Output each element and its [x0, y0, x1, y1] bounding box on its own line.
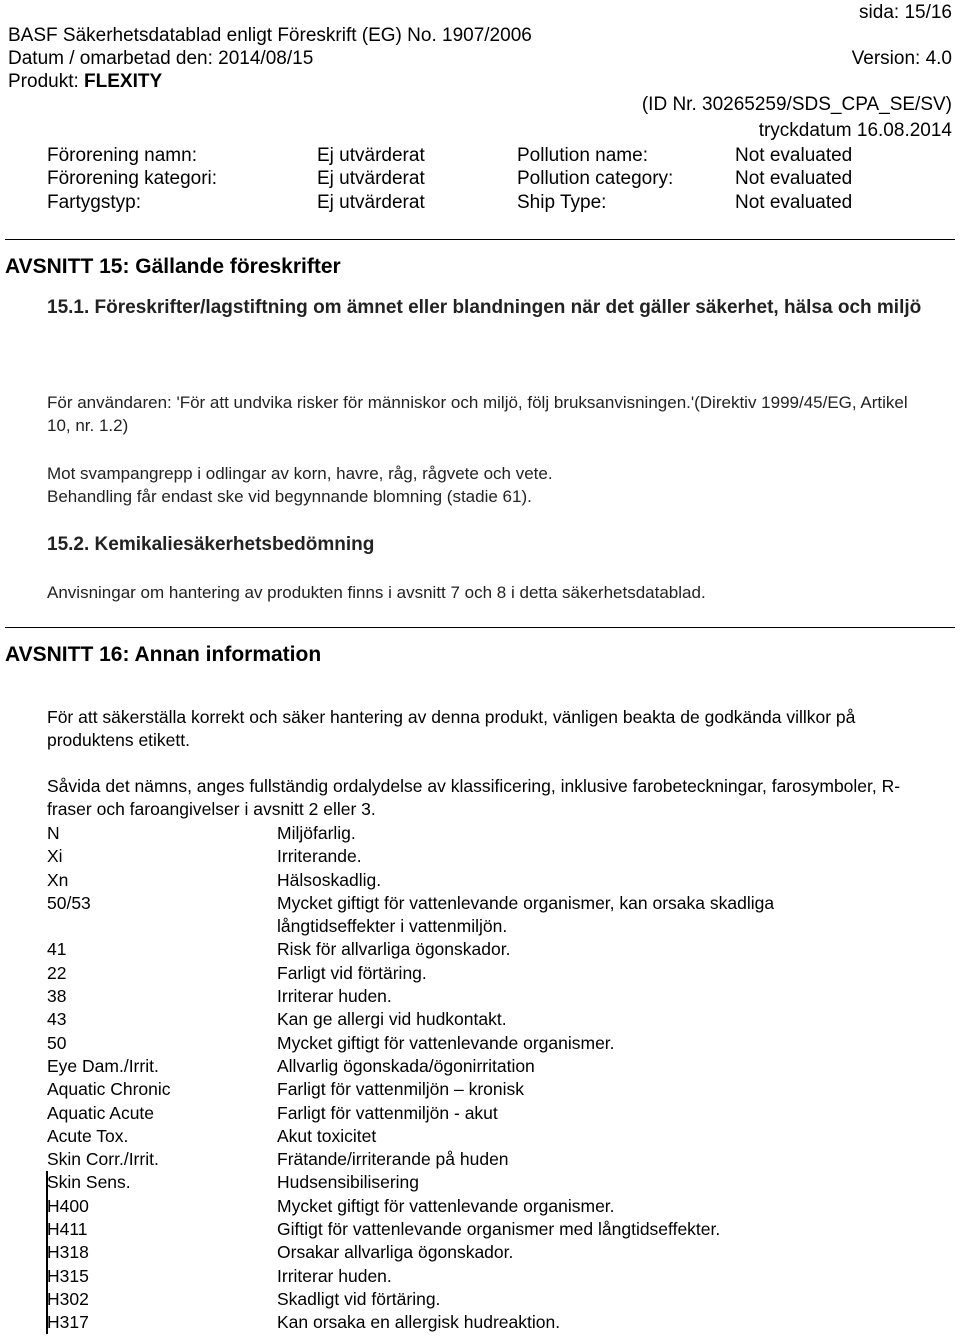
abbreviation-text: Farligt för vattenmiljön – kronisk: [277, 1079, 525, 1100]
abbreviation-text: Kan ge allergi vid hudkontakt.: [277, 1009, 507, 1030]
abbreviation-code: Skin Sens.: [47, 1172, 131, 1193]
print-date: tryckdatum 16.08.2014: [758, 120, 952, 141]
usage-line: Behandling får endast ske vid begynnande blomning (stadie 61).: [47, 487, 532, 507]
list-item: [47, 1008, 897, 1031]
abbreviation-code: Xi: [47, 846, 63, 867]
pollution-label-en: Pollution category:: [517, 168, 674, 190]
version: Version: 4.0: [851, 48, 952, 69]
list-item: [47, 1032, 897, 1055]
list-item: [47, 892, 897, 939]
abbreviation-text: Allvarlig ögonskada/ögonirritation: [277, 1055, 535, 1076]
usage-line: Mot svampangrepp i odlingar av korn, havre, råg, rågvete och vete.: [47, 464, 553, 483]
abbreviation-text: Irriterar huden.: [277, 1265, 392, 1286]
product-label: Produkt:: [8, 71, 85, 92]
abbreviation-text: Kan orsaka en allergisk hudreaktion.: [277, 1312, 561, 1333]
pollution-label-sv: Förorening kategori:: [47, 168, 218, 190]
abbreviation-code: 38: [47, 986, 67, 1007]
abbreviation-code: H317: [47, 1312, 89, 1333]
list-item: [47, 1195, 897, 1218]
list-item: [47, 962, 897, 985]
abbreviation-code: Xn: [47, 869, 69, 890]
abbreviation-text: Hudsensibilisering: [277, 1172, 420, 1193]
list-item: [47, 1311, 897, 1334]
abbreviation-code: H315: [47, 1265, 89, 1286]
product-name: FLEXITY: [84, 71, 163, 92]
section-15-1-title: 15.1. Föreskrifter/lagstiftning om ämnet eller blandningen när det gäller säkerhet, hälsa och miljö: [47, 297, 922, 318]
list-item: [47, 1218, 897, 1241]
abbreviation-code: Skin Corr./Irrit.: [47, 1149, 159, 1170]
list-item: [47, 822, 897, 845]
section-15-1-usage: [47, 462, 927, 509]
section-16-classification-note: Såvida det nämns, anges fullständig ordalydelse av klassificering, inklusive farobeteckningar, farosymboler, R-fraser och faroangivelser i avsnitt 2 eller 3.: [47, 776, 901, 820]
section-15-title: AVSNITT 15: Gällande föreskrifter: [5, 255, 341, 278]
abbreviation-code: H318: [47, 1242, 89, 1263]
abbreviation-code: H400: [47, 1195, 89, 1216]
list-item: [47, 1125, 897, 1148]
pollution-value-en: Not evaluated: [735, 191, 853, 213]
list-item: [47, 1148, 897, 1171]
section-15-1-user-note: För användaren: 'För att undvika risker för människor och miljö, följ bruksanvisningen.'(Direktiv 1999/45/EG, Artikel 10, nr. 1.2): [47, 393, 908, 436]
abbreviation-text: Orsakar allvarliga ögonskador.: [277, 1242, 514, 1263]
product-line: [8, 71, 162, 93]
pollution-value-sv: Ej utvärderat: [317, 145, 425, 166]
abbreviation-text: Mycket giftigt för vattenlevande organismer.: [277, 1195, 615, 1216]
list-item: [47, 1102, 897, 1125]
pollution-value-en: Not evaluated: [735, 168, 853, 190]
abbreviation-text: Frätande/irriterande på huden: [277, 1149, 509, 1170]
abbreviation-text: Irriterar huden.: [277, 986, 392, 1007]
abbreviation-code: N: [47, 823, 60, 843]
abbreviation-text: Skadligt vid förtäring.: [277, 1288, 441, 1309]
abbreviation-text: Hälsoskadlig.: [277, 869, 382, 890]
list-item: [47, 1288, 897, 1311]
section-15-2-title: 15.2. Kemikaliesäkerhetsbedömning: [47, 534, 375, 555]
abbreviation-text: Mycket giftigt för vattenlevande organismer.: [277, 1032, 615, 1053]
abbreviation-code: 50: [47, 1032, 67, 1053]
abbreviation-code: Aquatic Chronic: [47, 1079, 171, 1100]
section-divider: [5, 627, 955, 628]
list-item: [47, 1078, 897, 1101]
abbreviation-text: Risk för allvarliga ögonskador.: [277, 939, 511, 960]
abbreviation-code: Acute Tox.: [47, 1125, 129, 1146]
section-16-handling-note: För att säkerställa korrekt och säker hantering av denna produkt, vänligen beakta de godkända villkor på produktens etikett.: [47, 707, 856, 751]
list-item: [47, 1055, 897, 1078]
pollution-value-sv: Ej utvärderat: [317, 168, 425, 190]
abbreviation-text: Giftigt för vattenlevande organismer med långtidseffekter.: [277, 1219, 721, 1240]
abbreviation-code: H302: [47, 1288, 89, 1309]
list-item: [47, 985, 897, 1008]
abbreviation-code: 41: [47, 939, 67, 960]
pollution-label-sv: Fartygstyp:: [47, 191, 141, 213]
abbreviation-code: Eye Dam./Irrit.: [47, 1055, 159, 1076]
abbreviation-code: 43: [47, 1009, 67, 1030]
list-item: [47, 845, 897, 868]
section-16-title: AVSNITT 16: Annan information: [5, 643, 322, 666]
abbreviation-text: Irriterande.: [277, 846, 362, 867]
pollution-label-en: Ship Type:: [517, 191, 607, 213]
abbreviation-text: Farligt vid förtäring.: [277, 962, 427, 983]
list-item: [47, 869, 897, 892]
pollution-value-sv: Ej utvärderat: [317, 191, 425, 213]
abbreviation-code: 50/53: [47, 892, 91, 913]
pollution-label-en: Pollution name:: [517, 145, 648, 166]
abbreviation-list: [47, 822, 897, 1335]
list-item: [47, 1265, 897, 1288]
abbreviation-text: Miljöfarlig.: [277, 823, 356, 843]
abbreviation-text: Akut toxicitet: [277, 1125, 377, 1146]
section-15-2-text: Anvisningar om hantering av produkten finns i avsnitt 7 och 8 i detta säkerhetsdatablad.: [47, 583, 706, 602]
section-divider: [5, 239, 955, 240]
pollution-value-en: Not evaluated: [735, 145, 853, 166]
abbreviation-text: Mycket giftigt för vattenlevande organismer, kan orsaka skadliga långtidseffekter i vattenmiljön.: [277, 892, 775, 937]
document-id: (ID Nr. 30265259/SDS_CPA_SE/SV): [641, 94, 952, 115]
list-item: [47, 938, 897, 961]
abbreviation-code: 22: [47, 962, 67, 983]
abbreviation-code: Aquatic Acute: [47, 1102, 155, 1123]
abbreviation-text: Farligt för vattenmiljön - akut: [277, 1102, 498, 1123]
page-number: sida: 15/16: [859, 2, 952, 23]
abbreviation-code: H411: [47, 1219, 88, 1240]
document-title: BASF Säkerhetsdatablad enligt Föreskrift (EG) No. 1907/2006: [8, 25, 532, 46]
list-item: [47, 1171, 897, 1194]
pollution-label-sv: Förorening namn:: [47, 145, 197, 166]
list-item: [47, 1241, 897, 1264]
revision-bar: [46, 1171, 48, 1334]
revision-date: Datum / omarbetad den: 2014/08/15: [8, 48, 314, 69]
